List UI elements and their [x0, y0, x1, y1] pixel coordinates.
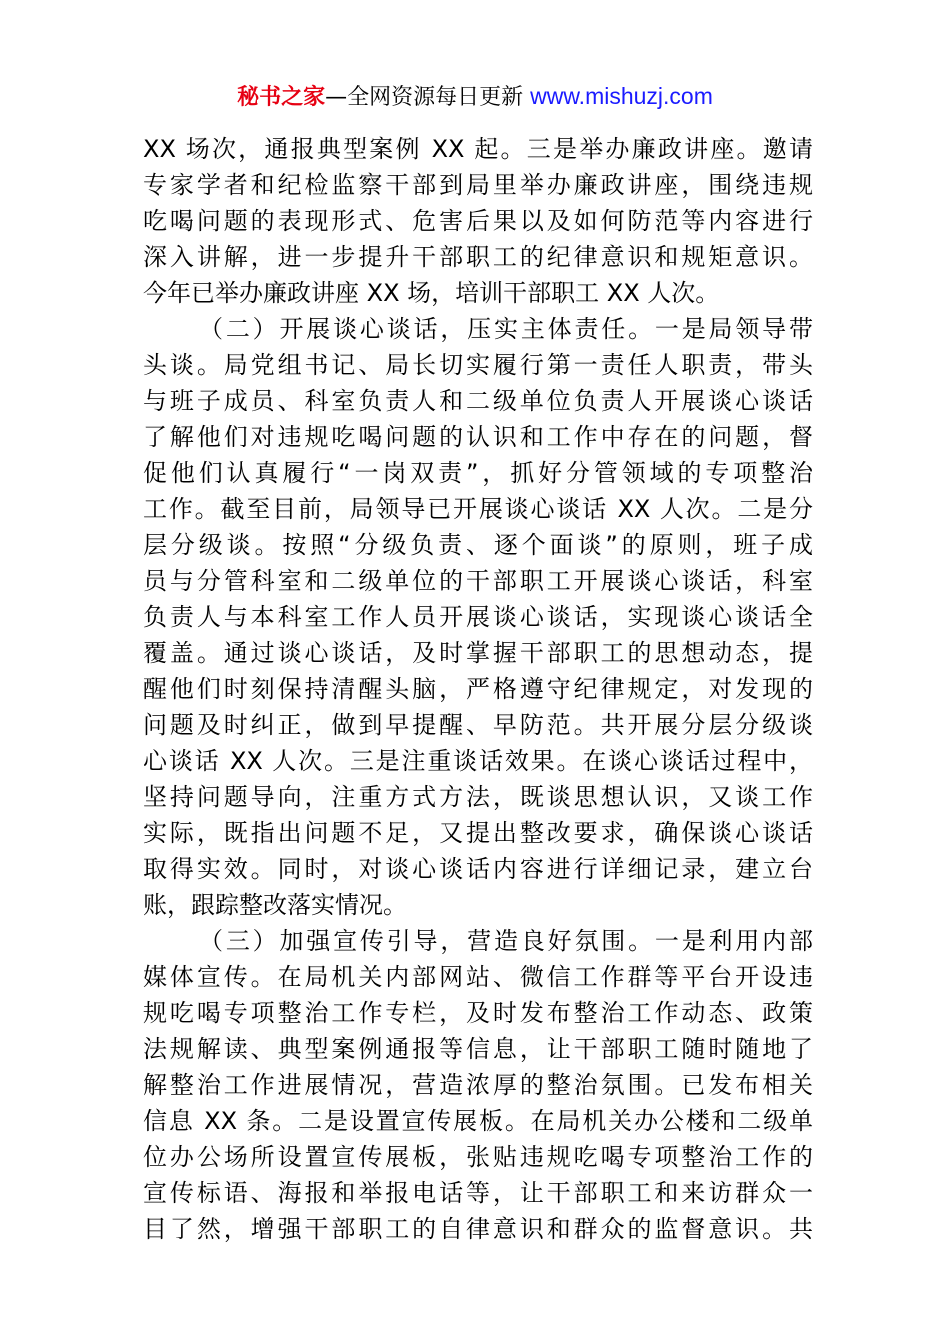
text-line: （三）加强宣传引导，营造良好氛围。一是利用内部 — [199, 927, 813, 955]
text-line: 了解他们对违规吃喝问题的认识和工作中存在的问题，督 — [143, 423, 813, 451]
site-tagline: —全网资源每日更新 — [325, 85, 531, 110]
text-line: 规吃喝专项整治工作专栏，及时发布整治工作动态、政策 — [143, 999, 813, 1027]
text-line: 层分级谈。按照“分级负责、逐个面谈”的原则，班子成 — [143, 531, 813, 559]
document-body — [143, 131, 813, 1247]
text-line: 负责人与本科室工作人员开展谈心谈话，实现谈心谈话全 — [143, 603, 813, 631]
text-line: 取得实效。同时，对谈心谈话内容进行详细记录，建立台 — [143, 855, 813, 883]
site-name: 秘书之家 — [237, 85, 326, 110]
text-line: 醒他们时刻保持清醒头脑，严格遵守纪律规定，对发现的 — [143, 675, 813, 703]
text-line: 目了然，增强干部职工的自律意识和群众的监督意识。共 — [143, 1215, 813, 1243]
text-line: 心谈话 XX 人次。三是注重谈话效果。在谈心谈话过程中， — [143, 747, 813, 775]
text-line: 位办公场所设置宣传展板，张贴违规吃喝专项整治工作的 — [143, 1143, 813, 1171]
text-line: 深入讲解，进一步提升干部职工的纪律意识和规矩意识。 — [143, 243, 813, 271]
text-line: 头谈。局党组书记、局长切实履行第一责任人职责，带头 — [143, 351, 813, 379]
text-line: 坚持问题导向，注重方式方法，既谈思想认识，又谈工作 — [143, 783, 813, 811]
text-line: 信息 XX 条。二是设置宣传展板。在局机关办公楼和二级单 — [143, 1107, 813, 1135]
text-line: 促他们认真履行“一岗双责”，抓好分管领域的专项整治 — [143, 459, 813, 487]
text-line: 问题及时纠正，做到早提醒、早防范。共开展分层分级谈 — [143, 711, 813, 739]
text-line: （二）开展谈心谈话，压实主体责任。一是局领导带 — [199, 315, 813, 343]
text-line: 账，跟踪整改落实情况。 — [143, 891, 407, 919]
text-line: 实际，既指出问题不足，又提出整改要求，确保谈心谈话 — [143, 819, 813, 847]
text-line: 吃喝问题的表现形式、危害后果以及如何防范等内容进行 — [143, 207, 813, 235]
site-header — [0, 80, 950, 114]
text-line: 与班子成员、科室负责人和二级单位负责人开展谈心谈话 — [143, 387, 813, 415]
text-line: 今年已举办廉政讲座 XX 场，培训干部职工 XX 人次。 — [143, 279, 720, 307]
site-url-link[interactable]: www.mishuzj.com — [530, 83, 713, 109]
text-line: 媒体宣传。在局机关内部网站、微信工作群等平台开设违 — [143, 963, 813, 991]
text-line: XX 场次，通报典型案例 XX 起。三是举办廉政讲座。邀请 — [143, 135, 813, 163]
text-line: 法规解读、典型案例通报等信息，让干部职工随时随地了 — [143, 1035, 813, 1063]
text-line: 宣传标语、海报和举报电话等，让干部职工和来访群众一 — [143, 1179, 813, 1207]
text-line: 员与分管科室和二级单位的干部职工开展谈心谈话，科室 — [143, 567, 813, 595]
text-line: 工作。截至目前，局领导已开展谈心谈话 XX 人次。二是分 — [143, 495, 813, 523]
text-line: 专家学者和纪检监察干部到局里举办廉政讲座，围绕违规 — [143, 171, 813, 199]
text-line: 覆盖。通过谈心谈话，及时掌握干部职工的思想动态，提 — [143, 639, 813, 667]
text-line: 解整治工作进展情况，营造浓厚的整治氛围。已发布相关 — [143, 1071, 813, 1099]
